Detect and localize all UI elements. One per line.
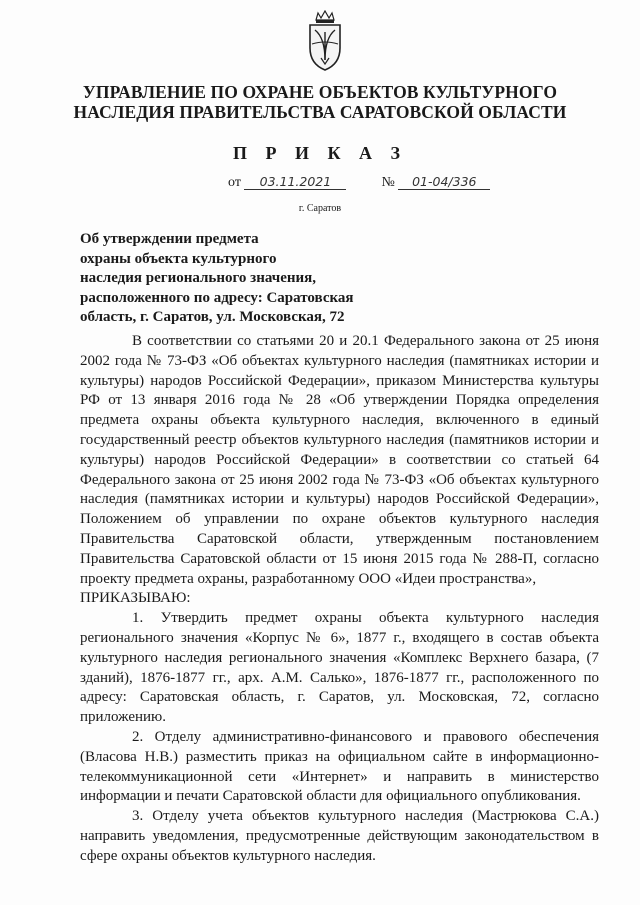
subject-line: расположенного по адресу: Саратовская xyxy=(80,289,354,306)
subject-line: охраны объекта культурного xyxy=(80,250,277,267)
org-line-2: НАСЛЕДИЯ ПРАВИТЕЛЬСТВА САРАТОВСКОЙ ОБЛАСТИ xyxy=(73,102,567,122)
subject-line: область, г. Саратов, ул. Московская, 72 xyxy=(80,309,345,326)
clause-2: 2. Отделу административно-финансового и правового обеспечения (Власова Н.В.) разместить приказ на официальном сайте в информационно-телекоммуникационной сети «Интернет» и направить в министерство информации и печати Саратовской области для официального опубликования. xyxy=(80,728,599,805)
org-line-1: УПРАВЛЕНИЕ ПО ОХРАНЕ ОБЪЕКТОВ КУЛЬТУРНОГО xyxy=(82,82,558,102)
subject-line: Об утверждении предмета xyxy=(80,231,259,247)
date-value: 03.11.2021 xyxy=(244,175,346,190)
preamble-paragraph: В соответствии со статьями 20 и 20.1 Федерального закона от 25 июня 2002 года № 73-ФЗ «Об объектах культурного наследия (памятниках истории и культуры) народов Российской Федерации», приказом Министерства культуры РФ от 13 января 2016 года № 28 «Об утверждении Порядка определения предмета охраны объекта культурного наследия, включенного в единый государственный реестр объектов культурного наследия (памятников истории и культуры) народов Российской Федерации» в соответствии со статьей 64 Федерального закона от 25 июня 2002 года № 73-ФЗ «Об объектах культурного наследия (памятниках истории и культуры) народов Российской Федерации», Положением об управлении по охране объектов культурного наследия Правительства Саратовской области, утвержденным постановлением Правительства Саратовской области от 15 июня 2015 года № 288-П, согласно проекту предмета охраны, разработанному ООО «Идеи пространства», xyxy=(80,333,599,587)
date-prefix: от xyxy=(228,175,241,190)
order-word: ПРИКАЗЫВАЮ: xyxy=(80,590,191,607)
issuing-authority xyxy=(60,82,580,122)
clause-3: 3. Отделу учета объектов культурного наследия (Мастрюкова С.А.) направить уведомления, предусмотренные действующим законодательством в сфере охраны объектов культурного наследия. xyxy=(80,808,599,864)
number-prefix: № xyxy=(381,175,395,190)
city-name: г. Саратов xyxy=(298,203,342,214)
number-value: 01-04/336 xyxy=(398,175,490,190)
subject-heading xyxy=(80,230,400,328)
document-body xyxy=(80,332,599,867)
subject-line: наследия регионального значения, xyxy=(80,270,317,287)
clause-1: 1. Утвердить предмет охраны объекта культурного наследия регионального значения «Корпус № 6», 1877 г., входящего в состав объекта культурного наследия регионального значения «Комплекс Верхнего базара, (7 зданий), 1876-1877 гг., арх. А.М. Салько», 1876-1877 гг., расположенного по адресу: Саратовская область, г. Саратов, ул. Московская, 72, согласно приложению. xyxy=(80,610,599,726)
date-number-line xyxy=(228,175,490,191)
coat-of-arms-emblem xyxy=(305,10,345,72)
document-title: П Р И К А З xyxy=(232,143,408,163)
